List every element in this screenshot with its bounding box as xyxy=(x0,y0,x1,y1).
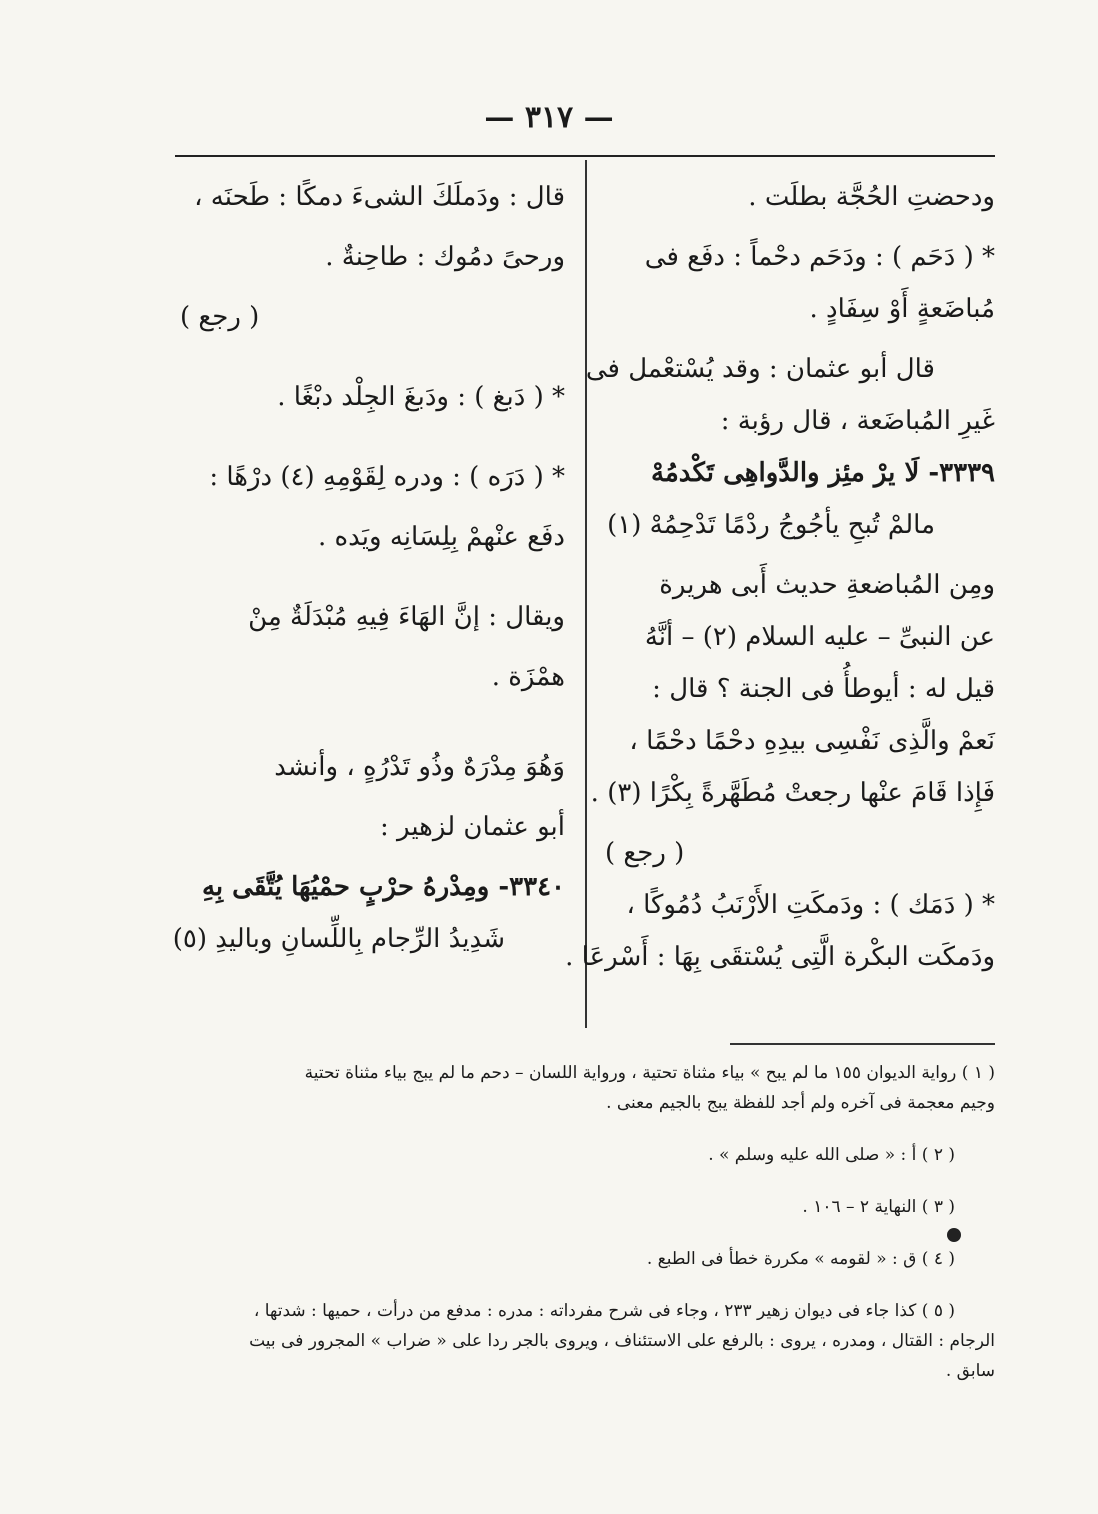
footnote-line: الرجام : القتال ، ومدره ، يروى : بالرفع على الاستئناف ، ويروى بالجر ردا على « ضراب » المجرور فى بيت xyxy=(249,1331,995,1351)
footnote-3: ( ٣ ) النهاية ٢ – ١٠٦ . xyxy=(802,1197,955,1217)
text-line: غَيرِ المُباضَعة ، قال رؤبة : xyxy=(720,406,995,436)
text-line: عن النبىِّ – عليه السلام (٢) – أنَّهُ xyxy=(644,622,995,652)
section-marker: ( رجع ) xyxy=(605,838,685,868)
verse-line: شَدِيدُ الرِّجام بِاللِّسانِ وباليدِ (٥) xyxy=(172,924,505,954)
text-line: * ( دَرَه ) : ودره لِقَوْمِهِ (٤) درْهًا : xyxy=(209,462,565,492)
text-line: مُباضَعةٍ أَوْ سِفَادٍ . xyxy=(809,294,995,324)
right-column xyxy=(565,175,995,987)
verse-line: ٣٣٤٠- ومِدْرهُ حرْبٍ حمْيُهَا يُتَّقَى بِهِ xyxy=(201,872,565,902)
page-number: — ٣١٧ — xyxy=(484,100,614,135)
footnote-2: ( ٢ ) أ : « صلى الله عليه وسلم » . xyxy=(708,1145,955,1165)
footnote-line: ( ٥ ) كذا جاء فى ديوان زهير ٢٣٣ ، وجاء فى شرح مفرداته : مدره : مدفع من درأت ، حميها : شدتها ، xyxy=(253,1301,955,1321)
text-line: فَإِذا قَامَ عنْها رجعتْ مُطَهَّرةً بِكْرًا (٣) . xyxy=(590,778,995,808)
footnote-rule xyxy=(730,1043,995,1045)
text-line: * ( دَمَك ) : ودَمكَتِ الأَرْنَبُ دُمُوكًا ، xyxy=(626,890,995,920)
text-line: ورحىً دمُوك : طاحِنةٌ . xyxy=(325,242,565,272)
verse-line: مالمْ تُبحِ يأجُوجُ ردْمًا تَدْحِمُهْ (١) xyxy=(607,510,935,540)
footnote-line: سابق . xyxy=(945,1361,995,1381)
text-line: همْزَة . xyxy=(491,662,565,692)
footnote-4: ( ٤ ) ق : « لقومه » مكررة خطأ فى الطبع . xyxy=(646,1249,955,1269)
footnotes xyxy=(185,1058,995,1386)
text-line: قال أبو عثمان : وقد يُسْتعْمل فى xyxy=(585,354,935,384)
text-line: ودَمكَت البكْرة الَّتِى يُسْتقَى بِهَا : أَسْرعَا . xyxy=(565,942,995,972)
text-line: وَهُوَ مِدْرَهٌ وذُو تَدْرُهٍ ، وأنشد xyxy=(274,752,565,782)
text-line: ويقال : إنَّ الهَاءَ فِيهِ مُبْدَلَةٌ مِنْ xyxy=(248,602,565,632)
footnote-line: ( ١ ) رواية الديوان ١٥٥ ما لم يبح » بياء مثناة تحتية ، ورواية اللسان – دحم ما لم يبج بياء مثناة تحتية xyxy=(304,1063,995,1083)
footnote-5 xyxy=(185,1296,995,1386)
text-line: قيل له : أيوطأُ فى الجنة ؟ قال : xyxy=(652,674,995,704)
column-divider xyxy=(585,160,587,1028)
text-line: ومِن المُباضعةِ حديث أَبى هريرة xyxy=(659,570,995,600)
verse-line: ٣٣٣٩- لَا يرْ مئِز والدَّواهِى تَكْدمُهْ xyxy=(650,458,995,488)
text-line: قال : ودَملَكَ الشىءَ دمكًا : طَحنَه ، xyxy=(194,182,565,212)
text-line: نَعمْ والَّذِى نَفْسِى بيدِهِ دحْمًا دحْمًا ، xyxy=(629,726,995,756)
text-line: ودحضتِ الحُجَّة بطلَت . xyxy=(748,182,995,212)
text-line: * ( دَحَم ) : ودَحَم دحْماً : دفَع فى xyxy=(644,242,995,272)
text-line: دفَع عنْهمْ بِلِسَانِه ويَده . xyxy=(317,522,565,552)
footnote-1 xyxy=(185,1058,995,1118)
text-line: أبو عثمان لزهير : xyxy=(379,812,565,842)
header-rule xyxy=(175,155,995,157)
footnote-line: وجيم معجمة فى آخره ولم أجد للفظة يبج بالجيم معنى . xyxy=(606,1093,995,1113)
left-column xyxy=(172,175,565,969)
section-marker: ( رجع ) xyxy=(180,302,260,332)
ink-blot xyxy=(947,1228,961,1242)
text-line: * ( دَبغ ) : ودَبغَ الجِلْد دبْغًا . xyxy=(277,382,565,412)
